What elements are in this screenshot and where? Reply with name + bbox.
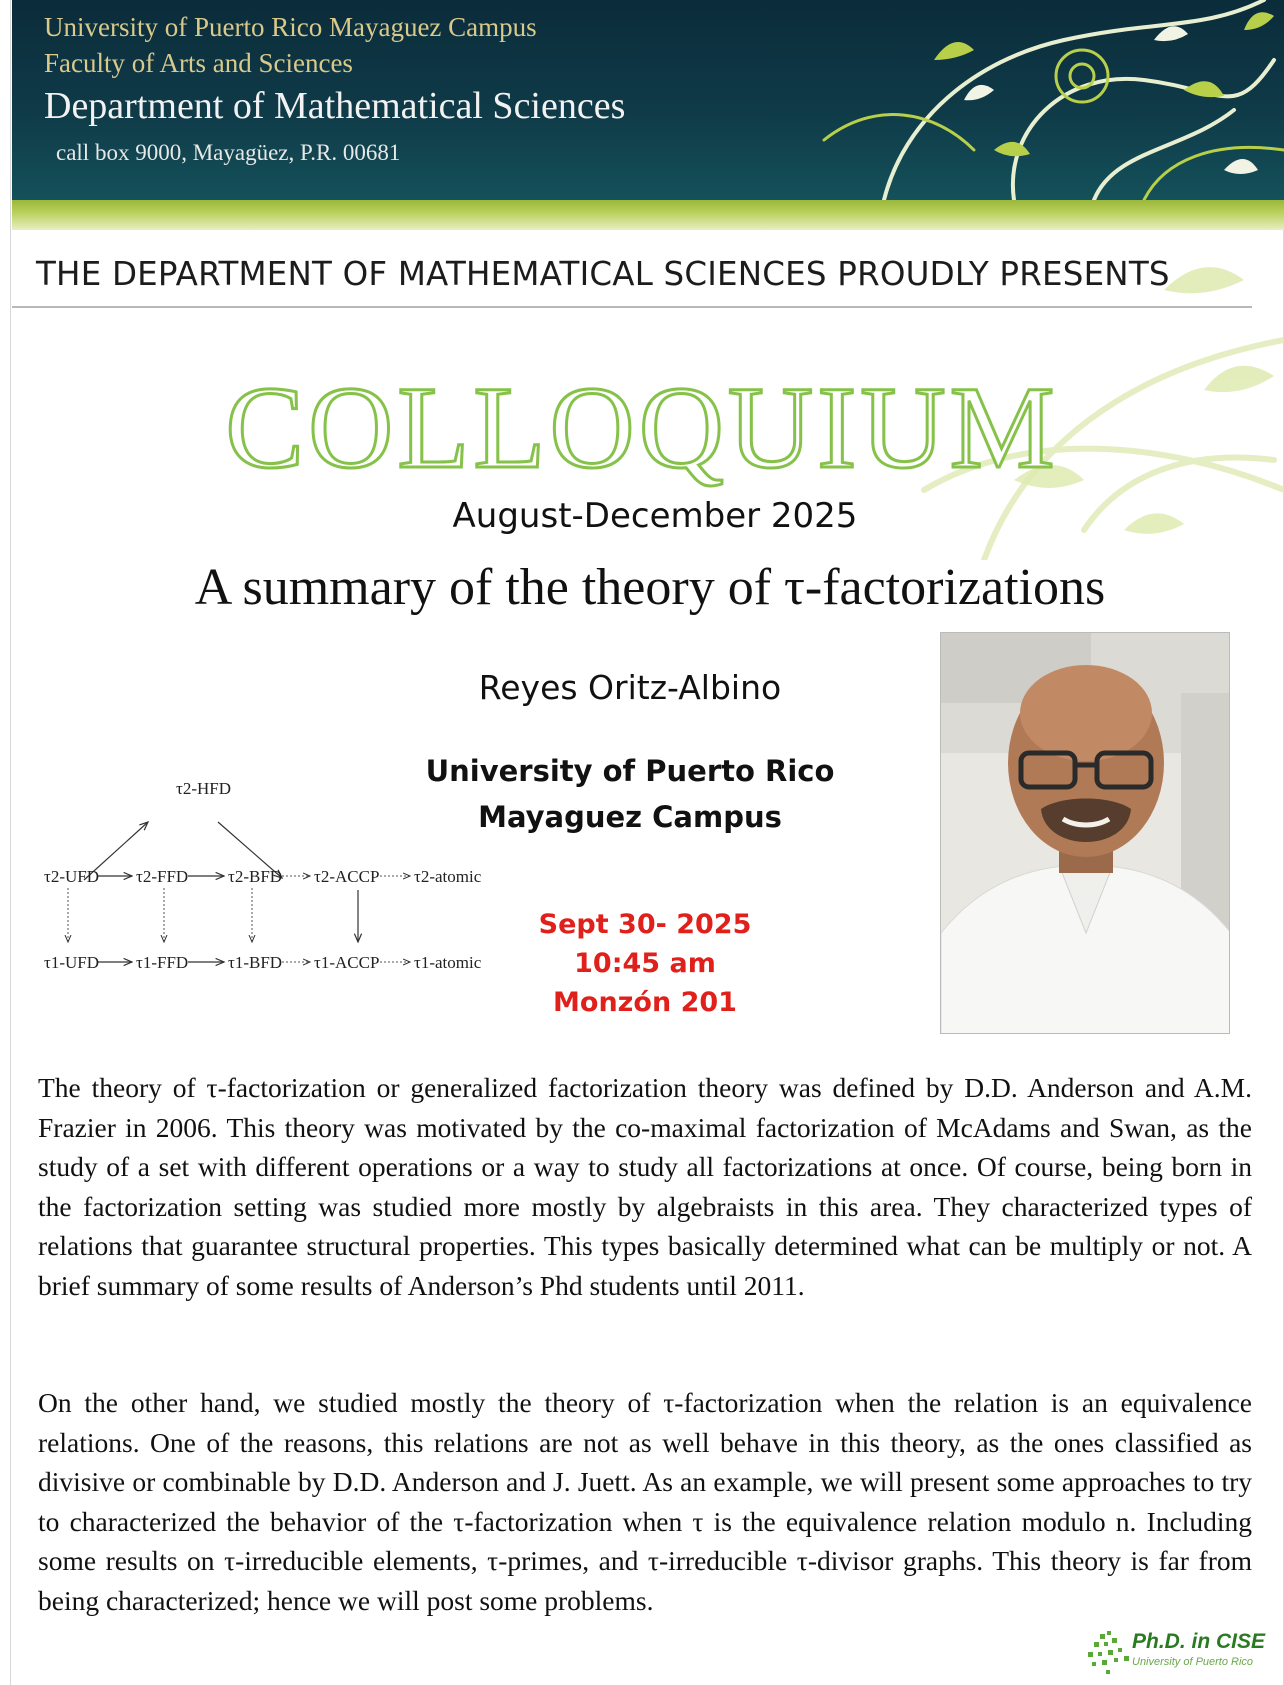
diagram-node-t1-accp: τ1-ACCP: [314, 953, 380, 972]
divider: [12, 306, 1252, 308]
diagram-node-top: τ2-HFD: [176, 779, 232, 798]
speaker-name: Reyes Oritz-Albino: [478, 668, 782, 707]
logo-name: Ph.D. in CISE: [1132, 1630, 1266, 1653]
logo-subtitle: University of Puerto Rico: [1132, 1656, 1254, 1668]
university-name: University of Puerto Rico Mayaguez Campus: [44, 12, 537, 42]
event-time: 10:45 am: [574, 948, 716, 979]
diagram-node-t2-ffd: τ2-FFD: [136, 867, 189, 886]
phd-cise-logo: [1080, 1628, 1270, 1682]
colloquium-heading: COLLOQUIUM: [225, 362, 1059, 493]
speaker-photo: [940, 632, 1230, 1034]
diagram-node-t1-bfd: τ1-BFD: [228, 953, 283, 972]
event-details: [500, 905, 790, 1022]
department-name: Department of Mathematical Sciences: [44, 85, 626, 127]
vine-decoration-icon: [764, 0, 1284, 200]
diagram-node-t1-ufd: τ1-UFD: [44, 953, 100, 972]
talk-title: A summary of the theory of τ-factorizations: [194, 559, 1106, 616]
affiliation-line2: Mayaguez Campus: [478, 800, 782, 834]
speaker-portrait-icon: [941, 633, 1230, 1034]
cise-logo-icon: [1080, 1628, 1140, 1682]
department-address: call box 9000, Mayagüez, P.R. 00681: [56, 140, 401, 165]
event-room: Monzón 201: [553, 987, 737, 1018]
semester-label: August-December 2025: [452, 496, 858, 536]
presents-banner: THE DEPARTMENT OF MATHEMATICAL SCIENCES PROUDLY PRESENTS: [36, 255, 1170, 293]
diagram-node-t1-ffd: τ1-FFD: [136, 953, 189, 972]
diagram-node-t2-ufd: τ2-UFD: [44, 867, 100, 886]
header-banner: [12, 0, 1284, 200]
affiliation-line1: University of Puerto Rico: [425, 754, 835, 788]
diagram-node-t1-atomic: τ1-atomic: [414, 953, 482, 972]
diagram-node-t2-bfd: τ2-BFD: [228, 867, 283, 886]
abstract-paragraph-2: On the other hand, we studied mostly the theory of τ-factorization when the relation is an equivalence relations. One of the reasons, this relations are not as well behave in this theory, as the ones classified as divisive or combinable by D.D. Anderson and J. Juett. As an example, we will present some approaches to try to characterized the behavior of the τ-factorization when τ is the equivalence relation modulo n. Including some results on τ-irreducible elements, τ-primes, and τ-irreducible τ-divisor graphs. This theory is far from being characterized; hence we will post some problems.: [38, 1387, 1252, 1616]
header-green-bar: [12, 200, 1284, 230]
factorization-diagram: [40, 770, 510, 980]
diagram-node-t2-atomic: τ2-atomic: [414, 867, 482, 886]
faculty-name: Faculty of Arts and Sciences: [44, 48, 353, 78]
event-date: Sept 30- 2025: [538, 909, 752, 940]
abstract-paragraph-1: The theory of τ-factorization or generalized factorization theory was defined by D.D. Anderson and A.M. Frazier in 2006. This theory was motivated by the co-maximal factorization of McAdams and Swan, as the study of a set with different operations or a way to study all factorizations at once. Of course, being born in the factorization setting was studied more mostly by algebraists in this area. They characterized types of relations that guarantee structural properties. This types basically determined what can be multiply or not. A brief summary of some results of Anderson’s Phd students until 2011.: [38, 1072, 1252, 1301]
diagram-node-t2-accp: τ2-ACCP: [314, 867, 380, 886]
